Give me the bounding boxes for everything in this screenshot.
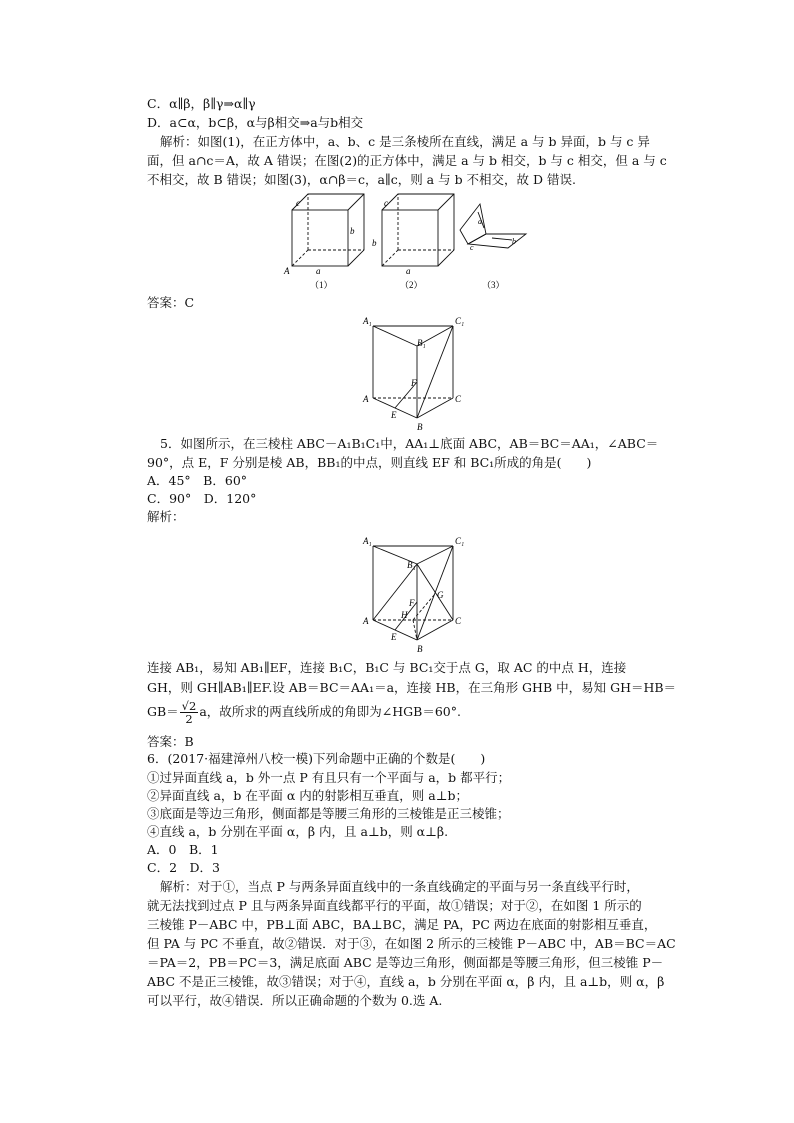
q5-sol-label-e: E bbox=[391, 632, 397, 642]
q5-sol-label-c: C bbox=[455, 616, 462, 626]
fig1-label-a: a bbox=[316, 266, 321, 276]
q4-solution-line-1: 解析：如图(1)，在正方体中，a、b、c 是三条棱所在直线，满足 a 与 b 异面，b 与 c 异 bbox=[160, 134, 650, 149]
q5-fig-label-f: F bbox=[411, 378, 417, 388]
fraction-denominator: 2 bbox=[185, 712, 193, 726]
q5-fig-label-e: E bbox=[391, 410, 397, 420]
q5-sol-label-h: H bbox=[401, 610, 408, 620]
fig3-label-c: c bbox=[470, 243, 474, 252]
q6-stem: 6．(2017·福建漳州八校一模)下列命题中正确的个数是( ) bbox=[147, 751, 486, 766]
q5-stem-line-1: 5．如图所示，在三棱柱 ABC－A₁B₁C₁中，AA₁⊥底面 ABC，AB＝BC＝AA₁，∠ABC＝ bbox=[160, 436, 659, 451]
q4-option-c: C．α∥β，β∥γ⇒α∥γ bbox=[147, 96, 256, 111]
fig3-caption: （3） bbox=[482, 280, 505, 290]
q5-fig-label-c: C bbox=[455, 394, 462, 404]
q6-solution-line-7: 可以平行，故④错误．所以正确命题的个数为 0.选 A. bbox=[147, 993, 443, 1008]
fig2-label-a: a bbox=[406, 266, 411, 276]
q6-solution-line-6: ABC 不是正三棱锥，故③错误；对于④，直线 a，b 分别在平面 α，β 内，且 a⊥b，则 α，β bbox=[147, 974, 665, 989]
q5-stem-line-2: 90°，点 E，F 分别是棱 AB，BB₁的中点，则直线 EF 和 BC₁所成的角是( ) bbox=[147, 455, 592, 470]
q5-solution-label: 解析： bbox=[147, 509, 185, 524]
q5-sol-conclusion: a，故所求的两直线所成的角即为∠HGB＝60°. bbox=[199, 704, 461, 719]
q6-proposition-1: ①过异面直线 a，b 外一点 P 有且只有一个平面与 a，b 都平行； bbox=[147, 770, 511, 785]
q5-answer: 答案：B bbox=[147, 734, 194, 749]
q5-fig-label-a: A bbox=[363, 394, 369, 404]
q5-sol-label-f: F bbox=[409, 598, 415, 608]
fig1-label-c: c bbox=[296, 198, 300, 208]
q5-sol-label-g: G bbox=[437, 590, 444, 600]
q5-fig-label-c1: C₁ bbox=[455, 316, 465, 326]
q5-solution-line-2: GH，则 GH∥AB₁∥EF.设 AB＝BC＝AA₁＝a，连接 HB，在三角形 GHB 中，易知 GH＝HB＝ bbox=[147, 680, 677, 695]
q4-answer: 答案：C bbox=[147, 295, 195, 310]
q5-sol-label-c1: C₁ bbox=[455, 536, 465, 546]
q5-solution-line-1: 连接 AB₁，易知 AB₁∥EF，连接 B₁C，B₁C 与 BC₁交于点 G，取 AC 的中点 H，连接 bbox=[147, 660, 627, 675]
q5-solution-line-3 bbox=[147, 700, 461, 725]
q5-prism-figure bbox=[355, 312, 470, 434]
q5-options-ab: A．45° B．60° bbox=[147, 473, 248, 488]
fig1-label-b: b bbox=[350, 226, 355, 236]
q6-solution-line-2: 就无法找到过点 P 且与两条异面直线都平行的平面，故①错误；对于②，在如图 1 所示的 bbox=[147, 898, 642, 913]
q6-options-cd: C．2 D．3 bbox=[147, 860, 220, 875]
q6-solution-line-4: 但 PA 与 PC 不垂直，故②错误．对于③，在如图 2 所示的三棱锥 P－ABC 中，AB＝BC＝AC bbox=[147, 936, 676, 951]
fig3-label-a: a bbox=[478, 217, 482, 226]
fig3-label-b: b bbox=[512, 237, 516, 246]
q5-fig-label-b: B bbox=[417, 422, 423, 432]
fig-label-A: A bbox=[284, 266, 290, 276]
q6-options-ab: A．0 B．1 bbox=[147, 842, 219, 857]
q6-proposition-2: ②异面直线 a，b 在平面 α 内的射影相互垂直，则 a⊥b； bbox=[147, 788, 468, 803]
q5-sol-label-a1: A₁ bbox=[363, 536, 372, 546]
q5-sol-gb: GB＝ bbox=[147, 704, 179, 719]
q5-sol-label-b: B bbox=[417, 644, 423, 654]
fig2-label-b: b bbox=[372, 238, 377, 248]
q5-fig-label-b1: B₁ bbox=[417, 338, 426, 348]
q6-solution-line-5: ＝PA＝2，PB＝PC＝3，满足底面 ABC 是等边三角形，侧面都是等腰三角形，但三棱锥 P－ bbox=[147, 955, 664, 970]
q6-solution-line-1: 解析：对于①，当点 P 与两条异面直线中的一条直线确定的平面与另一条直线平行时， bbox=[160, 879, 639, 894]
fig2-label-c: c bbox=[384, 198, 388, 208]
fig2-caption: （2） bbox=[400, 280, 423, 290]
q5-sol-label-a: A bbox=[363, 616, 369, 626]
fig1-caption: （1） bbox=[310, 280, 333, 290]
q6-solution-line-3: 三棱锥 P－ABC 中，PB⊥面 ABC，BA⊥BC，满足 PA，PC 两边在底面的射影相互垂直， bbox=[147, 917, 657, 932]
q4-option-d: D．a⊂α，b⊂β，α与β相交⇒a与b相交 bbox=[147, 115, 364, 130]
q4-solution-line-3: 不相交，故 B 错误；如图(3)，α∩β＝c，a∥c，则 a 与 b 不相交，故 D 错误. bbox=[147, 172, 576, 187]
q4-solution-line-2: 面，但 a∩c＝A，故 A 错误；在图(2)的正方体中，满足 a 与 b 相交，b 与 c 相交，但 a 与 c bbox=[147, 153, 667, 168]
q5-fig-label-a1: A₁ bbox=[363, 316, 372, 326]
q5-solution-figure bbox=[355, 534, 470, 656]
q5-sol-label-b1: B₁ bbox=[407, 560, 416, 570]
q6-proposition-4: ④直线 a，b 分别在平面 α，β 内，且 a⊥b，则 α⊥β. bbox=[147, 824, 449, 839]
q5-options-cd: C．90° D．120° bbox=[147, 491, 257, 506]
fraction-sqrt2-over-2 bbox=[180, 700, 199, 725]
fraction-numerator: √2 bbox=[181, 699, 197, 713]
q6-proposition-3: ③底面是等边三角形，侧面都是等腰三角形的三棱锥是正三棱锥； bbox=[147, 806, 510, 821]
q4-cube-figures bbox=[280, 190, 540, 292]
